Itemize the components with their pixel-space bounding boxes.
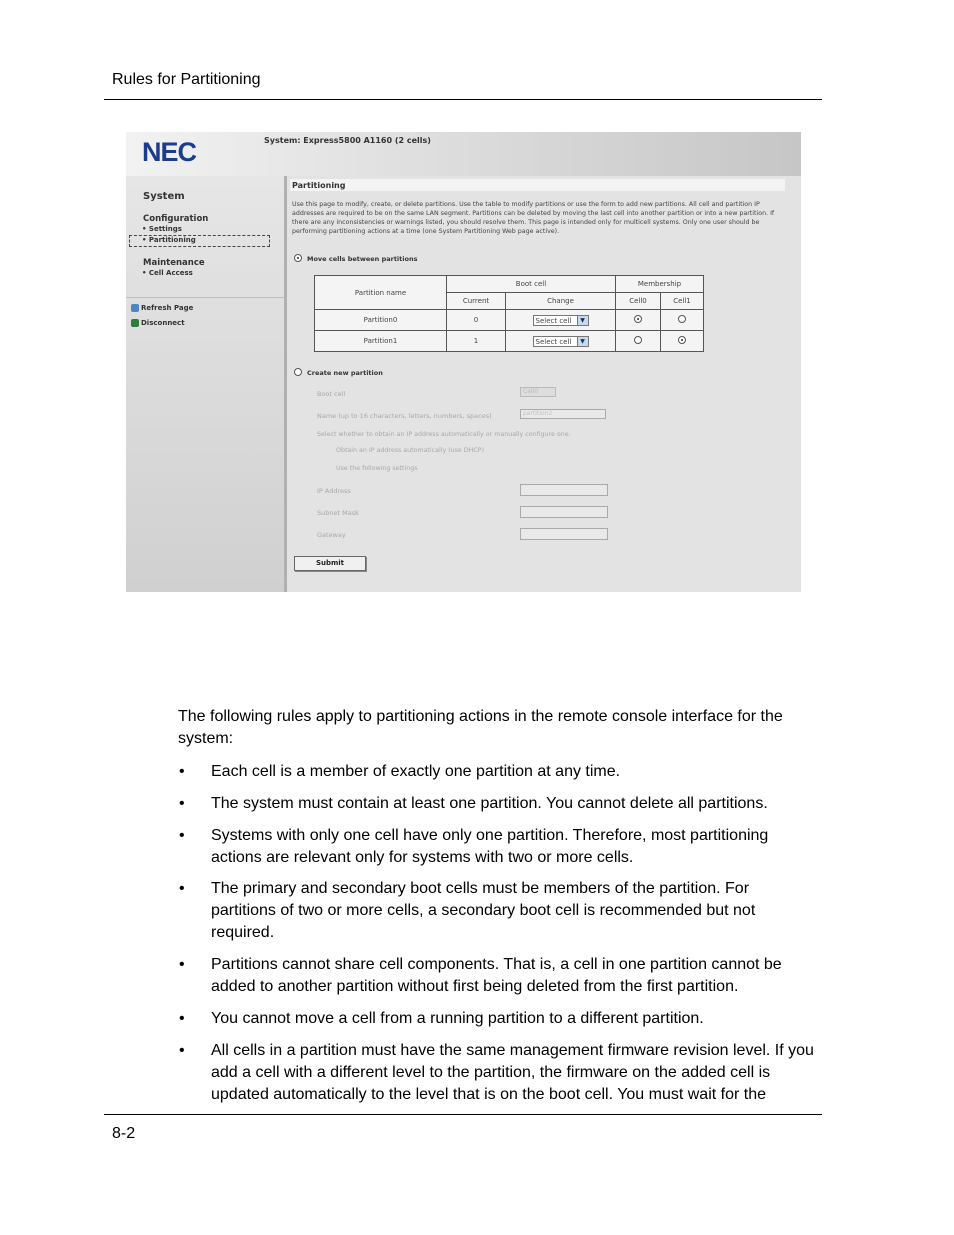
row1-boot-cell-select[interactable]	[533, 336, 589, 347]
current-header: Current	[447, 293, 506, 310]
row0-name: Partition0	[315, 310, 447, 331]
main-panel	[287, 176, 801, 592]
boot-cell-label: Boot cell	[317, 390, 346, 398]
system-name: System: Express5800 A1160 (2 cells)	[264, 136, 431, 145]
row0-boot-cell-select[interactable]	[533, 315, 589, 326]
disconnect-icon	[131, 319, 139, 327]
page-description: Use this page to modify, create, or delete partitions. Use the table to modify partitions or use the form to add new partitions. All cell and partition IP addresses are required to be on the same LAN segment. Partitions can be deleted by moving the last cell into another partition or into a new partition. If there are any inconsistencies or warnings listed, you should resolve them. This page is intended only for multicell systems. Only one user should be performing partitioning actions at a time (one System Partitioning Web page active).	[292, 201, 775, 235]
obtain-auto-label[interactable]: Obtain an IP address automatically (use DHCP)	[336, 447, 485, 454]
sidebar-item-cell-access[interactable]: • Cell Access	[142, 269, 193, 277]
sidebar-item-settings[interactable]: • Settings	[142, 225, 182, 233]
row1-cell0	[616, 331, 661, 352]
bullet: •	[179, 1010, 185, 1027]
create-partition-radio[interactable]	[294, 368, 302, 376]
name-label: Name (up to 16 characters, letters, numbers, spaces)	[317, 412, 492, 420]
bullet: •	[179, 880, 185, 897]
page-number: 8-2	[112, 1125, 136, 1142]
sidebar-system[interactable]: System	[143, 191, 185, 202]
bullet: •	[179, 795, 185, 812]
rule-item: Systems with only one cell have only one partition. Therefore, most partitioning actions are relevant only for systems with two or more cells.	[211, 827, 769, 866]
row1-name: Partition1	[315, 331, 447, 352]
row1-cell0-radio[interactable]	[634, 336, 642, 344]
intro-paragraph: The following rules apply to partitioning actions in the remote console interface for the system:	[178, 708, 783, 747]
row0-select-label: Select cell	[535, 316, 572, 325]
sidebar	[126, 176, 287, 592]
ip-select-label: Select whether to obtain an IP address automatically or manually configure one.	[317, 431, 571, 438]
refresh-page-label: Refresh Page	[141, 304, 194, 312]
top-bar	[126, 132, 801, 176]
boot-cell-select[interactable]: Cell0	[520, 387, 556, 397]
ip-address-field[interactable]	[520, 484, 608, 496]
partition-table	[314, 275, 704, 352]
partition-name-header: Partition name	[315, 276, 447, 310]
rule-item: You cannot move a cell from a running partition to a different partition.	[211, 1010, 704, 1027]
subnet-mask-label: Subnet Mask	[317, 509, 359, 517]
ip-address-label: IP Address	[317, 487, 351, 495]
footer-rule	[104, 1114, 822, 1115]
row0-change	[506, 310, 616, 331]
name-field[interactable]: partition2	[520, 409, 606, 419]
gateway-field[interactable]	[520, 528, 608, 540]
move-cells-label: Move cells between partitions	[307, 255, 418, 263]
use-following-label[interactable]: Use the following settings	[336, 465, 418, 472]
row1-change	[506, 331, 616, 352]
row1-cell1-radio[interactable]	[678, 336, 686, 344]
refresh-icon	[131, 304, 139, 312]
row0-cell0	[616, 310, 661, 331]
section-title: Partitioning	[292, 181, 346, 190]
change-header: Change	[506, 293, 616, 310]
disconnect-label: Disconnect	[141, 319, 185, 327]
row1-current: 1	[447, 331, 506, 352]
move-cells-radio[interactable]	[294, 254, 302, 262]
row0-cell1-radio[interactable]	[678, 315, 686, 323]
rule-item: The system must contain at least one partition. You cannot delete all partitions.	[211, 795, 768, 812]
sidebar-maintenance[interactable]: Maintenance	[143, 258, 205, 268]
row0-cell1	[661, 310, 704, 331]
bullet: •	[179, 763, 185, 780]
bullet: •	[179, 1042, 185, 1059]
create-partition-label: Create new partition	[307, 369, 383, 377]
bullet: •	[179, 827, 185, 844]
cell1-header: Cell1	[661, 293, 704, 310]
rule-item: Partitions cannot share cell components. That is, a cell in one partition cannot be added to another partition without first being deleted from the first partition.	[211, 956, 782, 995]
page-header: Rules for Partitioning	[112, 71, 261, 88]
rule-item: Each cell is a member of exactly one partition at any time.	[211, 763, 621, 780]
header-rule	[104, 99, 822, 100]
submit-button[interactable]: Submit	[294, 556, 366, 571]
bullet: •	[179, 956, 185, 973]
nec-logo: NEC	[142, 137, 197, 167]
subnet-mask-field[interactable]	[520, 506, 608, 518]
rule-item: The primary and secondary boot cells must be members of the partition. For partitions of two or more cells, a secondary boot cell is recommended but not required.	[211, 880, 756, 941]
sidebar-item-partitioning[interactable]: • Partitioning	[142, 236, 196, 244]
chevron-down-icon: ▼	[577, 337, 588, 346]
row0-cell0-radio[interactable]	[634, 315, 642, 323]
partitioning-screenshot	[126, 132, 801, 592]
gateway-label: Gateway	[317, 531, 346, 539]
row1-cell1	[661, 331, 704, 352]
sidebar-configuration[interactable]: Configuration	[143, 214, 209, 224]
membership-header: Membership	[616, 276, 704, 293]
sidebar-divider	[126, 297, 284, 298]
rule-item: All cells in a partition must have the same management firmware revision level. If you add a cell with a different level to the partition, the firmware on the added cell is updated automatically to the level that is on the boot cell. You must wait for the	[211, 1042, 814, 1103]
chevron-down-icon: ▼	[577, 316, 588, 325]
refresh-page-link[interactable]	[131, 304, 193, 312]
disconnect-link[interactable]	[131, 319, 185, 327]
row1-select-label: Select cell	[535, 337, 572, 346]
row0-current: 0	[447, 310, 506, 331]
section-title-bar	[290, 179, 785, 191]
cell0-header: Cell0	[616, 293, 661, 310]
boot-cell-header: Boot cell	[447, 276, 616, 293]
